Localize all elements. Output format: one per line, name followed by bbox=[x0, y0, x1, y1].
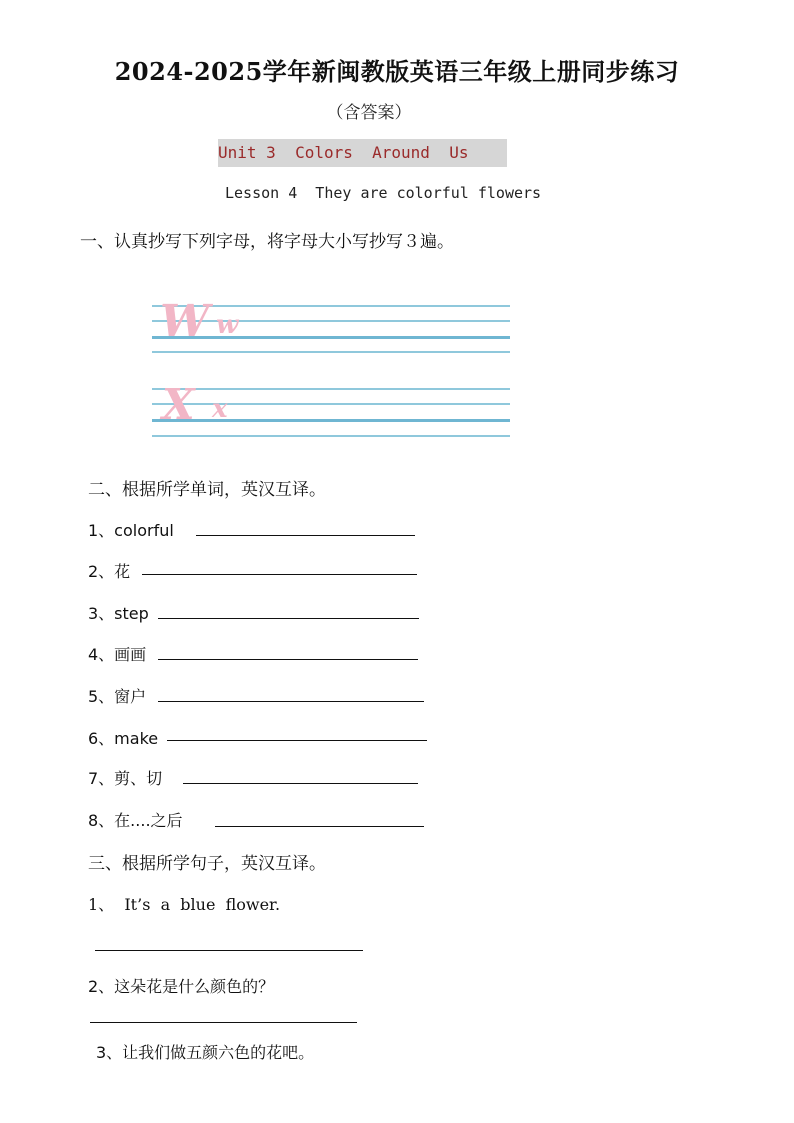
vocab-item: 7、剪、切 bbox=[88, 769, 163, 788]
vocab-item: 6、make bbox=[88, 729, 159, 748]
tracing-letter-upper: W bbox=[160, 296, 210, 347]
guide-line bbox=[152, 403, 510, 405]
guide-line bbox=[152, 435, 510, 437]
sentence-item: 2、这朵花是什么颜色的？ bbox=[88, 977, 275, 996]
answer-blank[interactable] bbox=[196, 535, 415, 536]
sentence-item: 3、让我们做五颜六色的花吧。 bbox=[96, 1043, 315, 1062]
vocab-item: 2、花 bbox=[88, 562, 131, 581]
answer-blank[interactable] bbox=[90, 1022, 357, 1023]
answer-blank[interactable] bbox=[158, 659, 418, 660]
answer-blank[interactable] bbox=[158, 618, 419, 619]
guide-line bbox=[152, 351, 510, 353]
guide-line bbox=[152, 388, 510, 390]
tracing-letter-upper: X bbox=[162, 380, 195, 429]
vocab-item: 8、在....之后 bbox=[88, 811, 183, 830]
sentence-item: 1、 It’s a blue flower. bbox=[88, 895, 281, 914]
subtitle: （含答案） bbox=[326, 103, 412, 123]
section3-heading: 三、根据所学句子，英汉互译。 bbox=[88, 854, 326, 874]
section1-heading: 一、认真抄写下列字母，将字母大小写抄写３遍。 bbox=[80, 232, 454, 252]
lesson-heading: Lesson 4 They are colorful flowers bbox=[225, 184, 542, 202]
vocab-item: 4、画画 bbox=[88, 645, 147, 664]
answer-blank[interactable] bbox=[183, 783, 418, 784]
vocab-item: 1、colorful bbox=[88, 521, 174, 540]
page-title: 2024-2025学年新闽教版英语三年级上册同步练习 bbox=[114, 57, 680, 86]
section2-heading: 二、根据所学单词，英汉互译。 bbox=[88, 480, 326, 500]
answer-blank[interactable] bbox=[158, 701, 424, 702]
answer-blank[interactable] bbox=[215, 826, 424, 827]
answer-blank[interactable] bbox=[142, 574, 417, 575]
answer-blank[interactable] bbox=[95, 950, 363, 951]
vocab-item: 3、step bbox=[88, 604, 149, 623]
tracing-letter-lower: x bbox=[212, 394, 228, 424]
guide-line bbox=[152, 419, 510, 422]
vocab-item: 5、窗户 bbox=[88, 687, 147, 706]
tracing-letter-lower: w bbox=[216, 310, 239, 340]
answer-blank[interactable] bbox=[167, 740, 427, 741]
unit-heading: Unit 3 Colors Around Us bbox=[218, 139, 507, 167]
